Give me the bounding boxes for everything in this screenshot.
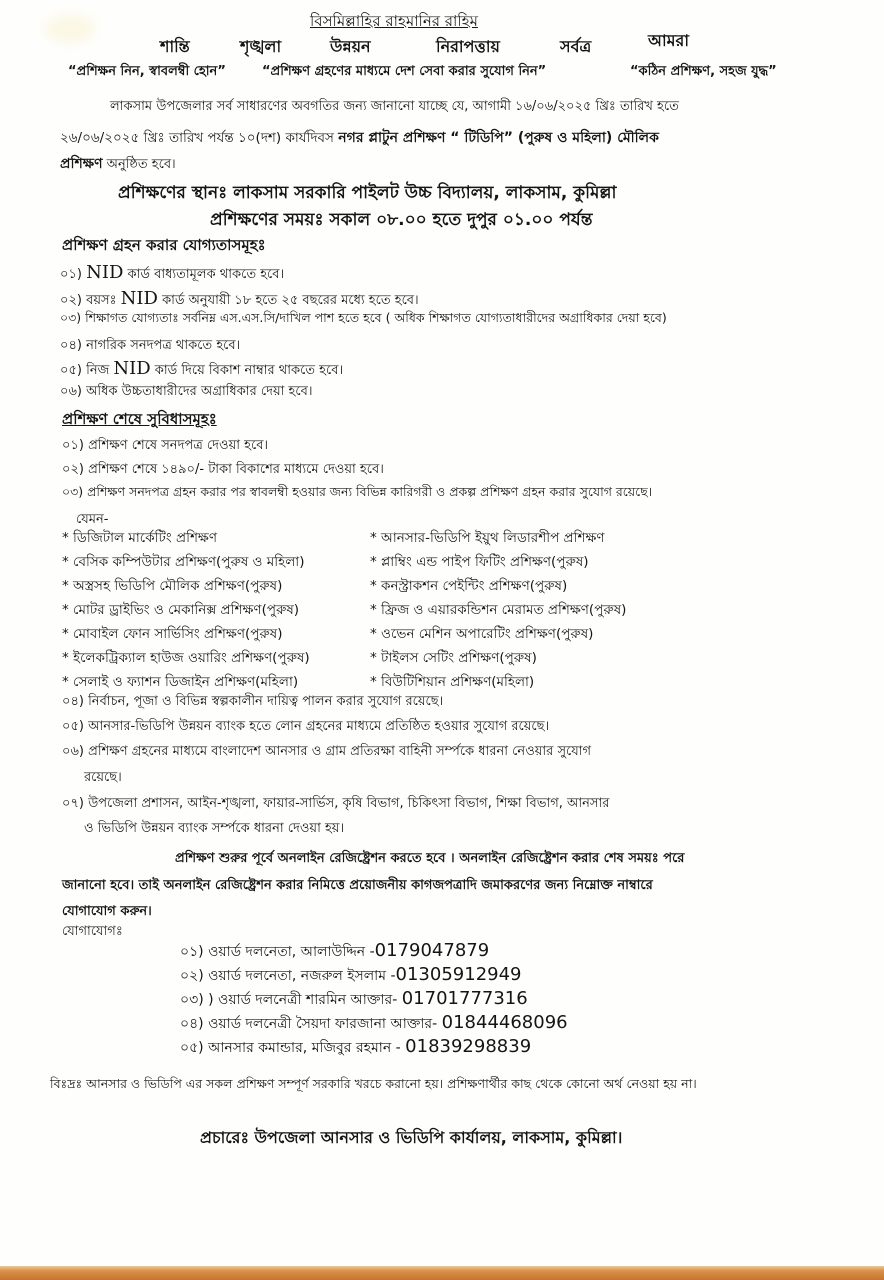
benefit-item: ০৭) উপজেলা প্রশাসন, আইন-শৃঙ্খলা, ফায়ার-সার্ভিস, কৃষি বিভাগ, চিকিৎসা বিভাগ, শিক্ষা বিভাগ, আনসার <box>62 796 610 811</box>
contact-label: ০২) ওয়ার্ড দলনেতা, নজরুল ইসলাম - <box>180 968 396 984</box>
motto-word: উন্নয়ন <box>330 37 371 56</box>
eligibility-title: প্রশিক্ষণ গ্রহন করার যোগ্যতাসমূহঃ <box>62 236 266 254</box>
course-item: * বিউটিশিয়ান প্রশিক্ষণ(মহিলা) <box>370 674 535 690</box>
course-item: * মোবাইল ফোন সার্ভিসিং প্রশিক্ষণ(পুরুষ) <box>62 626 283 642</box>
motto-word: শৃঙ্খলা <box>240 37 282 56</box>
intro-line-2 <box>60 126 659 150</box>
course-item: * ডিজিটাল মার্কেটিং প্রশিক্ষণ <box>62 530 218 546</box>
course-item: * ফ্রিজ ও এয়ারকন্ডিশন মেরামত প্রশিক্ষণ(পুরুষ) <box>370 602 627 618</box>
benefit-item: ০৬) প্রশিক্ষণ গ্রহনের মাধ্যমে বাংলাদেশ আনসার ও গ্রাম প্রতিরক্ষা বাহিনী সর্ম্পকে ধারনা নেওয়ার সুযোগ <box>62 744 592 759</box>
slogan: “প্রশিক্ষন নিন, স্বাবলম্বী হোন” <box>68 64 226 79</box>
contact-label: ০৫) আনসার কমান্ডার, মজিবুর রহমান - <box>180 1040 406 1056</box>
registration-line-2: জানানো হবে। তাই অনলাইন রেজিষ্ট্রেশন করার নিমিত্তে প্রয়োজনীয় কাগজপত্রাদি জমাকরণের জন্য নিম্নোক্ত নাম্বারে <box>62 878 653 893</box>
intro-end: অনুষ্ঠিত হবে। <box>102 157 176 172</box>
note: বিঃদ্রঃ আনসার ও ভিডিপি এর সকল প্রশিক্ষণ সম্পূর্ণ সরকারি খরচে করানো হয়। প্রশিক্ষণার্থীর কাছ থেকে কোনো অর্থ নেওয়া হয় না। <box>50 1076 697 1091</box>
item-text: কার্ড বাধ্যতামূলক থাকতে হবে। <box>123 267 285 282</box>
contact-phone: 01844468096 <box>441 1012 568 1033</box>
intro-line-3 <box>60 152 176 176</box>
course-item: * মোটর ড্রাইভিং ও মেকানিক্স প্রশিক্ষণ(পুরুষ) <box>62 602 300 618</box>
such-as-label: যেমন- <box>76 512 109 527</box>
course-item: * সেলাই ও ফ্যাশন ডিজাইন প্রশিক্ষণ(মহিলা) <box>62 674 299 690</box>
contact-phone: 01701777316 <box>401 988 528 1009</box>
contact-item <box>180 940 489 964</box>
nid-text: NID <box>113 358 151 379</box>
bismillah-heading: বিসমিল্লাহির রাহমানির রাহিম <box>310 12 478 30</box>
courses-left-column <box>62 526 310 694</box>
item-number: ০২) <box>60 293 87 308</box>
course-item: * প্লাম্বিং এন্ড পাইপ ফিটিং প্রশিক্ষণ(পুরুষ) <box>370 554 589 570</box>
benefit-item: ০১) প্রশিক্ষণ শেষে সনদপত্র দেওয়া হবে। <box>62 438 269 453</box>
course-item: * টাইলস সেটিং প্রশিক্ষণ(পুরুষ) <box>370 650 537 666</box>
contacts-title: যোগাযোগঃ <box>62 924 123 939</box>
motto-word: নিরাপত্তায় <box>436 37 500 56</box>
item-number: ০৩) <box>60 310 86 325</box>
nid-text: NID <box>86 262 124 283</box>
contact-phone: 01839298839 <box>405 1036 532 1057</box>
benefit-item: ০৫) আনসার-ভিডিপি উন্নয়ন ব্যাংক হতে লোন গ্রহনের মাধ্যমে প্রতিষ্ঠিত হওয়ার সুযোগ রয়েছে। <box>62 719 550 734</box>
contact-label: ০১) ওয়ার্ড দলনেতা, আলাউদ্দিন - <box>180 944 375 960</box>
course-item: * আনসার-ভিডিপি ইয়ুথ লিডারশীপ প্রশিক্ষণ <box>370 530 605 546</box>
item-number: ০৫) <box>60 363 87 378</box>
benefit-item-cont: ও ভিডিপি উন্নয়ন ব্যাংক সর্ম্পকে ধারনা দেওয়া হয়। <box>84 821 345 836</box>
benefit-item-cont: রয়েছে। <box>84 770 122 785</box>
eligibility-item <box>60 336 240 357</box>
benefit-item: ০৪) নির্বাচন, পূজা ও বিভিন্ন স্বল্পকালীন দায়িত্ব পালন করার সুযোগ রয়েছে। <box>62 694 444 709</box>
benefit-item: ০৩) প্রশিক্ষণ সনদপত্র গ্রহন করার পর স্বাবলম্বী হওয়ার জন্য বিভিন্ন কারিগরী ও প্রকল্প প্রশিক্ষণ গ্রহন করার সুযোগ রয়েছে। <box>62 484 653 499</box>
registration-line-3: যোগাযোগ করুন। <box>62 904 152 919</box>
item-number: ০৬) <box>60 384 87 399</box>
course-item: * বেসিক কম্পিউটার প্রশিক্ষণ(পুরুষ ও মহিলা) <box>62 554 305 570</box>
intro-line-1: লাকসাম উপজেলার সর্ব সাধারণের অবগতির জন্য জানানো যাচ্ছে যে, আগামী ১৬/০৬/২০২৫ খ্রিঃ তারিখ হতে <box>110 99 679 114</box>
eligibility-item <box>60 358 343 382</box>
courses-right-column <box>370 526 626 694</box>
slogan: “কঠিন প্রশিক্ষণ, সহজ যুদ্ধ” <box>630 64 777 79</box>
eligibility-item <box>60 382 312 403</box>
training-word: প্রশিক্ষণ <box>60 156 103 172</box>
item-text: অধিক উচ্চতাধারীদের অগ্রাধিকার দেয়া হবে। <box>86 384 313 399</box>
contact-label: ০৪) ওয়ার্ড দলনেত্রী সৈয়দা ফারজানা আক্তার- <box>180 1016 442 1032</box>
intro-dates: ২৬/০৬/২০২৫ খ্রিঃ তারিখ পর্যন্ত ১০(দশ) কার্যদিবস <box>60 130 339 146</box>
slogan: “প্রশিক্ষণ গ্রহণের মাধ্যমে দেশ সেবা করার সুযোগ নিন” <box>262 64 547 79</box>
item-text: কার্ড দিয়ে বিকাশ নাম্বার থাকতে হবে। <box>150 363 344 378</box>
course-item: * অস্ত্রসহ ভিডিপি মৌলিক প্রশিক্ষণ(পুরুষ) <box>62 578 283 594</box>
benefits-title: প্রশিক্ষণ শেষে সুবিধাসমূহঃ <box>62 410 217 428</box>
contact-item <box>180 964 522 988</box>
training-name: নগর প্লাটুন প্রশিক্ষণ “ টিডিপি” (পুরুষ ও মহিলা) মৌলিক <box>338 130 659 146</box>
contact-item <box>180 988 528 1012</box>
motto-word: আমরা <box>648 31 689 50</box>
contact-item <box>180 1036 531 1060</box>
table-surface <box>0 1266 884 1280</box>
motto-word: শান্তি <box>160 37 190 56</box>
item-text: কার্ড অনুযায়ী ১৮ হতে ২৫ বছরের মধ্যে হতে হবে। <box>157 293 419 308</box>
item-text: নাগরিক সনদপত্র থাকতে হবে। <box>86 338 241 353</box>
item-number: ০৪) <box>60 338 87 353</box>
course-item: * ইলেকট্রিক্যাল হাউজ ওয়ারিং প্রশিক্ষণ(পুরুষ) <box>62 650 310 666</box>
item-text: শিক্ষাগত যোগ্যতাঃ সর্বনিম্ন এস.এস.সি/দাখিল পাশ হতে হবে ( অধিক শিক্ষাগত যোগ্যতাধারীদের অগ্রাধিকার দেয়া হবে) <box>85 310 667 325</box>
course-item: * ওভেন মেশিন অপারেটিং প্রশিক্ষণ(পুরুষ) <box>370 626 594 642</box>
course-item: * কনস্ট্রাকশন পেইন্টিং প্রশিক্ষণ(পুরুষ) <box>370 578 568 594</box>
eligibility-item <box>60 262 284 286</box>
registration-line-1: প্রশিক্ষণ শুরুর পূর্বে অনলাইন রেজিষ্ট্রেশন করতে হবে । অনলাইন রেজিষ্ট্রেশন করার শেষ সময়ঃ পরে <box>175 851 685 866</box>
eligibility-item <box>60 288 419 312</box>
paper-stain <box>45 15 95 43</box>
contact-label: ০৩) ) ওয়ার্ড দলনেত্রী শারমিন আক্তার- <box>180 992 402 1008</box>
item-text: নিজ <box>86 363 114 378</box>
training-time: প্রশিক্ষণের সময়ঃ সকাল ০৮.০০ হতে দুপুর ০১.০০ পর্যন্ত <box>210 210 593 230</box>
eligibility-item <box>60 310 667 330</box>
nid-text: NID <box>120 288 158 309</box>
footer-publisher: প্রচারেঃ উপজেলা আনসার ও ভিডিপি কার্যালয়, লাকসাম, কুমিল্লা। <box>200 1128 623 1147</box>
item-number: ০১) <box>60 267 87 282</box>
item-text: বয়সঃ <box>86 293 121 308</box>
contact-phone: 01305912949 <box>395 964 522 985</box>
contact-phone: 0179047879 <box>374 940 490 961</box>
venue: প্রশিক্ষণের স্থানঃ লাকসাম সরকারি পাইলট উচ্চ বিদ্যালয়, লাকসাম, কুমিল্লা <box>118 183 617 203</box>
contact-item <box>180 1012 568 1036</box>
motto-word: সর্বত্র <box>560 37 592 56</box>
benefit-item: ০২) প্রশিক্ষণ শেষে ১৪৯০/- টাকা বিকাশের মাধ্যমে দেওয়া হবে। <box>62 462 384 477</box>
